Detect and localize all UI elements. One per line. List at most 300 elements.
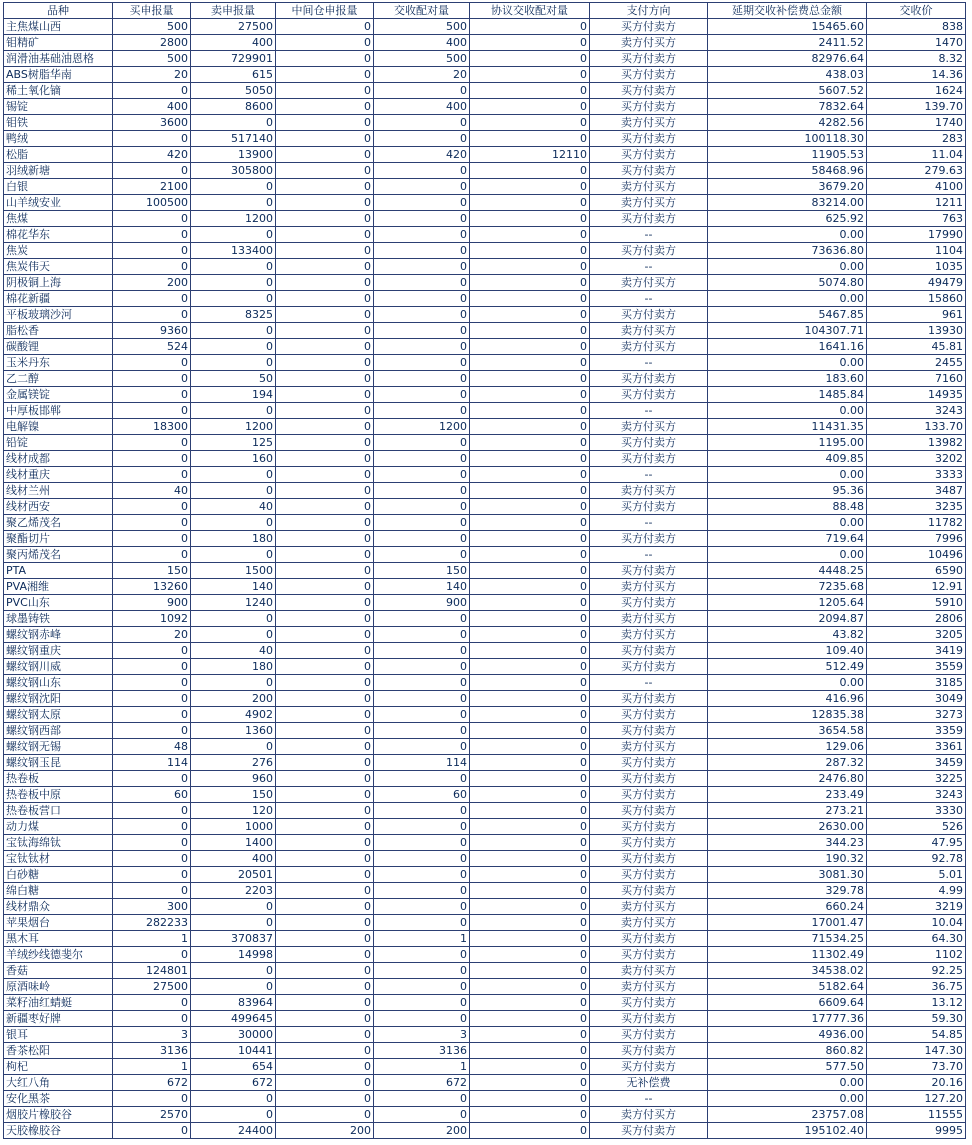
table-row: [4, 307, 966, 323]
variety-cell: 螺纹钢赤峰: [4, 627, 113, 643]
agreement-matched-cell: 0: [470, 643, 590, 659]
sell-quantity-cell: 0: [191, 259, 276, 275]
intermediate-quantity-cell: 0: [276, 19, 374, 35]
compensation-total-cell: 82976.64: [708, 51, 867, 67]
compensation-total-cell: 183.60: [708, 371, 867, 387]
agreement-matched-cell: 0: [470, 531, 590, 547]
sell-quantity-cell: 517140: [191, 131, 276, 147]
table-row: [4, 867, 966, 883]
variety-cell: 焦炭伟天: [4, 259, 113, 275]
table-row: [4, 1027, 966, 1043]
delivery-price-cell: 7160: [867, 371, 966, 387]
buy-quantity-cell: 0: [113, 451, 191, 467]
matched-quantity-cell: 0: [374, 723, 470, 739]
variety-cell: 线材成都: [4, 451, 113, 467]
payment-direction-cell: 买方付卖方: [590, 531, 708, 547]
compensation-total-cell: 5607.52: [708, 83, 867, 99]
intermediate-quantity-cell: 0: [276, 867, 374, 883]
buy-quantity-cell: 0: [113, 387, 191, 403]
delivery-price-cell: 59.30: [867, 1011, 966, 1027]
matched-quantity-cell: 0: [374, 355, 470, 371]
variety-cell: 棉花新疆: [4, 291, 113, 307]
compensation-total-cell: 1205.64: [708, 595, 867, 611]
delivery-settlement-table: [3, 2, 966, 1139]
intermediate-quantity-cell: 0: [276, 275, 374, 291]
agreement-matched-cell: 0: [470, 579, 590, 595]
sell-quantity-cell: 499645: [191, 1011, 276, 1027]
variety-cell: 枸杞: [4, 1059, 113, 1075]
variety-cell: 新疆枣好牌: [4, 1011, 113, 1027]
buy-quantity-cell: 0: [113, 867, 191, 883]
intermediate-quantity-cell: 0: [276, 627, 374, 643]
agreement-matched-cell: 0: [470, 739, 590, 755]
buy-quantity-cell: 0: [113, 707, 191, 723]
agreement-matched-cell: 0: [470, 723, 590, 739]
table-row: [4, 355, 966, 371]
variety-cell: 安化黑茶: [4, 1091, 113, 1107]
buy-quantity-cell: 0: [113, 819, 191, 835]
delivery-price-cell: 763: [867, 211, 966, 227]
delivery-price-cell: 15860: [867, 291, 966, 307]
sell-quantity-cell: 0: [191, 195, 276, 211]
compensation-total-cell: 12835.38: [708, 707, 867, 723]
delivery-price-cell: 127.20: [867, 1091, 966, 1107]
variety-cell: 螺纹钢西部: [4, 723, 113, 739]
delivery-price-cell: 3219: [867, 899, 966, 915]
delivery-price-cell: 147.30: [867, 1043, 966, 1059]
sell-quantity-cell: 305800: [191, 163, 276, 179]
payment-direction-cell: 买方付卖方: [590, 643, 708, 659]
compensation-total-cell: 2411.52: [708, 35, 867, 51]
intermediate-quantity-cell: 0: [276, 803, 374, 819]
sell-quantity-cell: 2203: [191, 883, 276, 899]
buy-quantity-cell: 13260: [113, 579, 191, 595]
table-row: [4, 899, 966, 915]
intermediate-quantity-cell: 0: [276, 387, 374, 403]
intermediate-quantity-cell: 0: [276, 947, 374, 963]
intermediate-quantity-cell: 0: [276, 643, 374, 659]
table-row: [4, 195, 966, 211]
delivery-price-cell: 1740: [867, 115, 966, 131]
payment-direction-cell: 卖方付买方: [590, 627, 708, 643]
sell-quantity-cell: 1200: [191, 211, 276, 227]
sell-quantity-cell: 0: [191, 339, 276, 355]
matched-quantity-cell: 0: [374, 979, 470, 995]
delivery-price-cell: 3459: [867, 755, 966, 771]
buy-quantity-cell: 124801: [113, 963, 191, 979]
intermediate-quantity-cell: 0: [276, 963, 374, 979]
payment-direction-cell: 卖方付买方: [590, 115, 708, 131]
intermediate-quantity-cell: 200: [276, 1123, 374, 1139]
sell-quantity-cell: 0: [191, 355, 276, 371]
agreement-matched-cell: 0: [470, 963, 590, 979]
table-row: [4, 531, 966, 547]
agreement-matched-cell: 0: [470, 163, 590, 179]
compensation-total-cell: 329.78: [708, 883, 867, 899]
intermediate-quantity-cell: 0: [276, 323, 374, 339]
sell-quantity-cell: 40: [191, 643, 276, 659]
table-row: [4, 819, 966, 835]
variety-cell: 苹果烟台: [4, 915, 113, 931]
delivery-price-cell: 1104: [867, 243, 966, 259]
compensation-total-cell: 2476.80: [708, 771, 867, 787]
matched-quantity-cell: 200: [374, 1123, 470, 1139]
sell-quantity-cell: 1200: [191, 419, 276, 435]
table-row: [4, 627, 966, 643]
compensation-total-cell: 0.00: [708, 1075, 867, 1091]
variety-cell: 润滑油基础油恩格: [4, 51, 113, 67]
sell-quantity-cell: 615: [191, 67, 276, 83]
buy-quantity-cell: 0: [113, 1123, 191, 1139]
payment-direction-cell: 卖方付买方: [590, 483, 708, 499]
sell-quantity-cell: 13900: [191, 147, 276, 163]
table-row: [4, 947, 966, 963]
matched-quantity-cell: 0: [374, 1011, 470, 1027]
delivery-price-cell: 49479: [867, 275, 966, 291]
table-row: [4, 403, 966, 419]
agreement-matched-cell: 0: [470, 611, 590, 627]
compensation-total-cell: 409.85: [708, 451, 867, 467]
payment-direction-cell: 卖方付买方: [590, 195, 708, 211]
variety-cell: 大红八角: [4, 1075, 113, 1091]
compensation-total-cell: 625.92: [708, 211, 867, 227]
agreement-matched-cell: 0: [470, 627, 590, 643]
compensation-total-cell: 109.40: [708, 643, 867, 659]
variety-cell: 乙二醇: [4, 371, 113, 387]
payment-direction-cell: 买方付卖方: [590, 243, 708, 259]
agreement-matched-cell: 12110: [470, 147, 590, 163]
agreement-matched-cell: 0: [470, 19, 590, 35]
buy-quantity-cell: 0: [113, 259, 191, 275]
table-row: [4, 291, 966, 307]
payment-direction-cell: 买方付卖方: [590, 67, 708, 83]
intermediate-quantity-cell: 0: [276, 691, 374, 707]
agreement-matched-cell: 0: [470, 819, 590, 835]
payment-direction-cell: 买方付卖方: [590, 691, 708, 707]
agreement-matched-cell: 0: [470, 1075, 590, 1091]
agreement-matched-cell: 0: [470, 755, 590, 771]
delivery-price-cell: 7996: [867, 531, 966, 547]
payment-direction-cell: 卖方付买方: [590, 915, 708, 931]
intermediate-quantity-cell: 0: [276, 355, 374, 371]
delivery-price-cell: 3333: [867, 467, 966, 483]
table-row: [4, 67, 966, 83]
table-row: [4, 323, 966, 339]
buy-quantity-cell: 0: [113, 467, 191, 483]
intermediate-quantity-cell: 0: [276, 195, 374, 211]
buy-quantity-cell: 0: [113, 403, 191, 419]
payment-direction-cell: 卖方付买方: [590, 963, 708, 979]
table-row: [4, 1011, 966, 1027]
compensation-total-cell: 11431.35: [708, 419, 867, 435]
sell-quantity-cell: 0: [191, 1107, 276, 1123]
intermediate-quantity-cell: 0: [276, 179, 374, 195]
sell-quantity-cell: 50: [191, 371, 276, 387]
variety-cell: 鸭绒: [4, 131, 113, 147]
agreement-matched-cell: 0: [470, 371, 590, 387]
table-row: [4, 691, 966, 707]
intermediate-quantity-cell: 0: [276, 995, 374, 1011]
buy-quantity-cell: 20: [113, 627, 191, 643]
agreement-matched-cell: 0: [470, 323, 590, 339]
delivery-price-cell: 9995: [867, 1123, 966, 1139]
compensation-total-cell: 17777.36: [708, 1011, 867, 1027]
sell-quantity-cell: 4902: [191, 707, 276, 723]
agreement-matched-cell: 0: [470, 1091, 590, 1107]
payment-direction-cell: 买方付卖方: [590, 803, 708, 819]
agreement-matched-cell: 0: [470, 899, 590, 915]
payment-direction-cell: 买方付卖方: [590, 435, 708, 451]
buy-quantity-cell: 0: [113, 675, 191, 691]
payment-direction-cell: 卖方付买方: [590, 979, 708, 995]
matched-quantity-cell: 0: [374, 883, 470, 899]
variety-cell: 主焦煤山西: [4, 19, 113, 35]
payment-direction-cell: 买方付卖方: [590, 387, 708, 403]
delivery-price-cell: 4100: [867, 179, 966, 195]
matched-quantity-cell: 0: [374, 947, 470, 963]
table-row: [4, 19, 966, 35]
table-row: [4, 1059, 966, 1075]
delivery-price-cell: 45.81: [867, 339, 966, 355]
intermediate-quantity-cell: 0: [276, 147, 374, 163]
compensation-total-cell: 0.00: [708, 1091, 867, 1107]
intermediate-quantity-cell: 0: [276, 547, 374, 563]
agreement-matched-cell: 0: [470, 771, 590, 787]
intermediate-quantity-cell: 0: [276, 675, 374, 691]
matched-quantity-cell: 0: [374, 195, 470, 211]
payment-direction-cell: 卖方付买方: [590, 899, 708, 915]
variety-cell: 线材鼎众: [4, 899, 113, 915]
payment-direction-cell: 买方付卖方: [590, 307, 708, 323]
variety-cell: 钼精矿: [4, 35, 113, 51]
compensation-total-cell: 1641.16: [708, 339, 867, 355]
matched-quantity-cell: 0: [374, 339, 470, 355]
matched-quantity-cell: 0: [374, 659, 470, 675]
matched-quantity-cell: 0: [374, 179, 470, 195]
delivery-price-cell: 10.04: [867, 915, 966, 931]
sell-quantity-cell: 180: [191, 531, 276, 547]
table-row: [4, 1123, 966, 1139]
sell-quantity-cell: 0: [191, 739, 276, 755]
variety-cell: 螺纹钢无锡: [4, 739, 113, 755]
intermediate-quantity-cell: 0: [276, 755, 374, 771]
intermediate-quantity-cell: 0: [276, 659, 374, 675]
compensation-total-cell: 0.00: [708, 403, 867, 419]
payment-direction-cell: 卖方付买方: [590, 419, 708, 435]
matched-quantity-cell: 900: [374, 595, 470, 611]
intermediate-quantity-cell: 0: [276, 83, 374, 99]
agreement-matched-cell: 0: [470, 1059, 590, 1075]
intermediate-quantity-cell: 0: [276, 259, 374, 275]
matched-quantity-cell: 672: [374, 1075, 470, 1091]
buy-quantity-cell: 0: [113, 307, 191, 323]
table-body: [4, 19, 966, 1139]
delivery-price-cell: 11.04: [867, 147, 966, 163]
sell-quantity-cell: 27500: [191, 19, 276, 35]
matched-quantity-cell: 0: [374, 899, 470, 915]
agreement-matched-cell: 0: [470, 979, 590, 995]
intermediate-quantity-cell: 0: [276, 131, 374, 147]
payment-direction-cell: 买方付卖方: [590, 723, 708, 739]
payment-direction-cell: 买方付卖方: [590, 707, 708, 723]
buy-quantity-cell: 420: [113, 147, 191, 163]
payment-direction-cell: 买方付卖方: [590, 595, 708, 611]
buy-quantity-cell: 0: [113, 435, 191, 451]
sell-quantity-cell: 125: [191, 435, 276, 451]
matched-quantity-cell: 0: [374, 307, 470, 323]
delivery-price-cell: 526: [867, 819, 966, 835]
matched-quantity-cell: 3136: [374, 1043, 470, 1059]
sell-quantity-cell: 0: [191, 611, 276, 627]
delivery-price-cell: 17990: [867, 227, 966, 243]
compensation-total-cell: 0.00: [708, 291, 867, 307]
variety-cell: 白砂糖: [4, 867, 113, 883]
delivery-price-cell: 4.99: [867, 883, 966, 899]
payment-direction-cell: --: [590, 675, 708, 691]
compensation-total-cell: 1485.84: [708, 387, 867, 403]
delivery-price-cell: 3359: [867, 723, 966, 739]
compensation-total-cell: 416.96: [708, 691, 867, 707]
intermediate-quantity-cell: 0: [276, 819, 374, 835]
table-row: [4, 659, 966, 675]
buy-quantity-cell: 20: [113, 67, 191, 83]
delivery-price-cell: 1035: [867, 259, 966, 275]
matched-quantity-cell: 0: [374, 803, 470, 819]
buy-quantity-cell: 0: [113, 371, 191, 387]
delivery-price-cell: 54.85: [867, 1027, 966, 1043]
sell-quantity-cell: 5050: [191, 83, 276, 99]
table-row: [4, 547, 966, 563]
variety-cell: 螺纹钢太原: [4, 707, 113, 723]
variety-cell: 热卷板: [4, 771, 113, 787]
agreement-matched-cell: 0: [470, 275, 590, 291]
table-row: [4, 483, 966, 499]
intermediate-quantity-cell: 0: [276, 467, 374, 483]
matched-quantity-cell: 0: [374, 547, 470, 563]
buy-quantity-cell: 27500: [113, 979, 191, 995]
header-buy-quantity: 买申报量: [113, 3, 191, 19]
agreement-matched-cell: 0: [470, 563, 590, 579]
buy-quantity-cell: 2100: [113, 179, 191, 195]
variety-cell: 金属镁锭: [4, 387, 113, 403]
delivery-price-cell: 3225: [867, 771, 966, 787]
intermediate-quantity-cell: 0: [276, 483, 374, 499]
table-row: [4, 563, 966, 579]
delivery-price-cell: 279.63: [867, 163, 966, 179]
sell-quantity-cell: 0: [191, 179, 276, 195]
delivery-price-cell: 12.91: [867, 579, 966, 595]
sell-quantity-cell: 194: [191, 387, 276, 403]
header-compensation-total: 延期交收补偿费总金额: [708, 3, 867, 19]
compensation-total-cell: 58468.96: [708, 163, 867, 179]
variety-cell: 天胶橡胶谷: [4, 1123, 113, 1139]
payment-direction-cell: 买方付卖方: [590, 1123, 708, 1139]
compensation-total-cell: 15465.60: [708, 19, 867, 35]
buy-quantity-cell: 2800: [113, 35, 191, 51]
buy-quantity-cell: 1092: [113, 611, 191, 627]
compensation-total-cell: 344.23: [708, 835, 867, 851]
variety-cell: 螺纹钢沈阳: [4, 691, 113, 707]
table-row: [4, 787, 966, 803]
agreement-matched-cell: 0: [470, 915, 590, 931]
delivery-price-cell: 36.75: [867, 979, 966, 995]
sell-quantity-cell: 83964: [191, 995, 276, 1011]
sell-quantity-cell: 0: [191, 483, 276, 499]
table-row: [4, 883, 966, 899]
delivery-price-cell: 1470: [867, 35, 966, 51]
agreement-matched-cell: 0: [470, 867, 590, 883]
matched-quantity-cell: 400: [374, 35, 470, 51]
table-row: [4, 595, 966, 611]
buy-quantity-cell: 2570: [113, 1107, 191, 1123]
payment-direction-cell: 买方付卖方: [590, 947, 708, 963]
compensation-total-cell: 0.00: [708, 259, 867, 275]
buy-quantity-cell: 0: [113, 355, 191, 371]
matched-quantity-cell: 60: [374, 787, 470, 803]
delivery-price-cell: 5910: [867, 595, 966, 611]
matched-quantity-cell: 0: [374, 963, 470, 979]
buy-quantity-cell: 0: [113, 851, 191, 867]
buy-quantity-cell: 0: [113, 531, 191, 547]
delivery-price-cell: 92.78: [867, 851, 966, 867]
compensation-total-cell: 4936.00: [708, 1027, 867, 1043]
compensation-total-cell: 5074.80: [708, 275, 867, 291]
variety-cell: 锡锭: [4, 99, 113, 115]
matched-quantity-cell: 20: [374, 67, 470, 83]
payment-direction-cell: --: [590, 355, 708, 371]
agreement-matched-cell: 0: [470, 435, 590, 451]
variety-cell: 原酒味岭: [4, 979, 113, 995]
intermediate-quantity-cell: 0: [276, 1107, 374, 1123]
agreement-matched-cell: 0: [470, 227, 590, 243]
intermediate-quantity-cell: 0: [276, 723, 374, 739]
delivery-price-cell: 8.32: [867, 51, 966, 67]
delivery-price-cell: 10496: [867, 547, 966, 563]
table-row: [4, 1075, 966, 1091]
sell-quantity-cell: 0: [191, 899, 276, 915]
payment-direction-cell: --: [590, 259, 708, 275]
payment-direction-cell: 买方付卖方: [590, 451, 708, 467]
sell-quantity-cell: 0: [191, 915, 276, 931]
variety-cell: 山羊绒安业: [4, 195, 113, 211]
matched-quantity-cell: 0: [374, 675, 470, 691]
payment-direction-cell: --: [590, 515, 708, 531]
matched-quantity-cell: 0: [374, 643, 470, 659]
delivery-price-cell: 64.30: [867, 931, 966, 947]
matched-quantity-cell: 0: [374, 835, 470, 851]
payment-direction-cell: 买方付卖方: [590, 51, 708, 67]
payment-direction-cell: 卖方付买方: [590, 611, 708, 627]
table-row: [4, 51, 966, 67]
matched-quantity-cell: 0: [374, 819, 470, 835]
buy-quantity-cell: 60: [113, 787, 191, 803]
agreement-matched-cell: 0: [470, 115, 590, 131]
agreement-matched-cell: 0: [470, 707, 590, 723]
agreement-matched-cell: 0: [470, 1043, 590, 1059]
intermediate-quantity-cell: 0: [276, 1059, 374, 1075]
matched-quantity-cell: 0: [374, 611, 470, 627]
table-row: [4, 739, 966, 755]
matched-quantity-cell: 500: [374, 19, 470, 35]
header-payment-direction: 支付方向: [590, 3, 708, 19]
agreement-matched-cell: 0: [470, 355, 590, 371]
intermediate-quantity-cell: 0: [276, 451, 374, 467]
intermediate-quantity-cell: 0: [276, 243, 374, 259]
payment-direction-cell: 买方付卖方: [590, 787, 708, 803]
matched-quantity-cell: 0: [374, 995, 470, 1011]
compensation-total-cell: 0.00: [708, 547, 867, 563]
matched-quantity-cell: 0: [374, 867, 470, 883]
